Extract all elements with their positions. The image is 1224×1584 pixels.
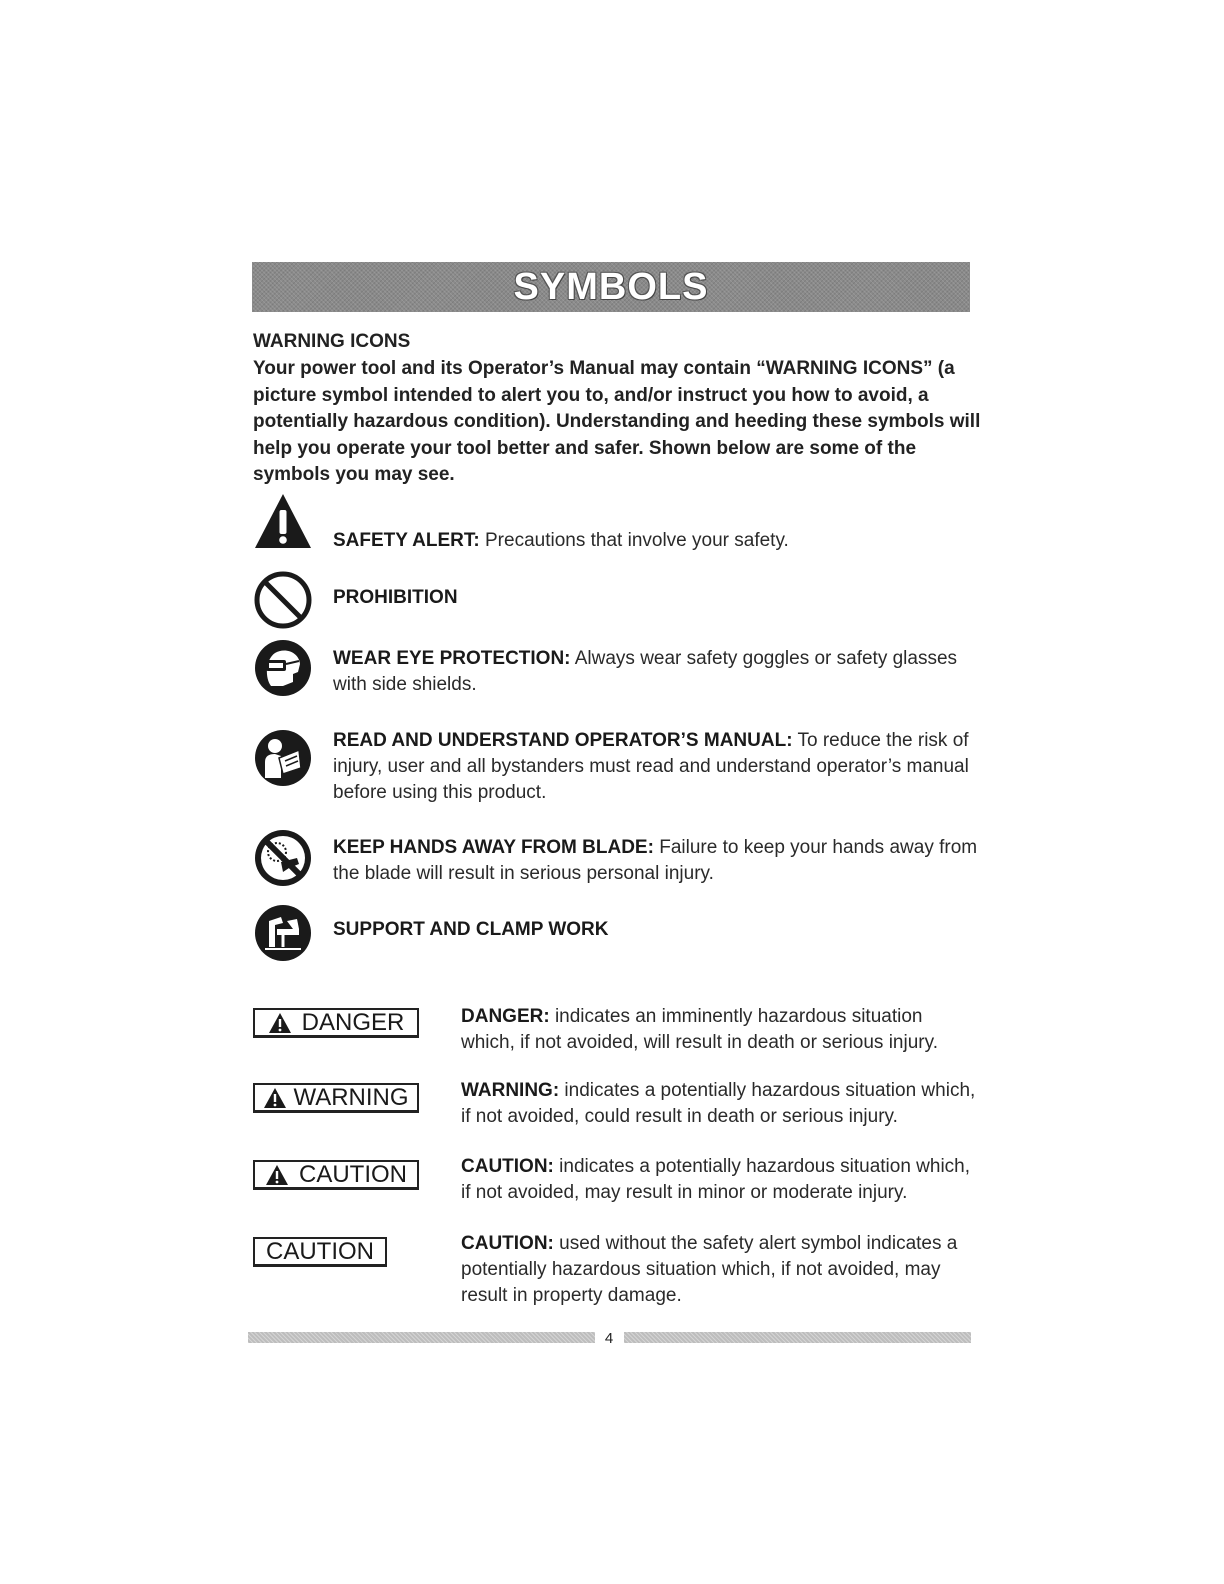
prohibition-icon (253, 570, 313, 630)
entry-text: Always wear safety goggles or safety glasses with side shields. (333, 648, 958, 695)
entry-text: To reduce the risk of injury, user and all bystanders must read and understand operator’s manual before using this product. (333, 730, 969, 803)
read-manual-icon (253, 728, 313, 788)
warning-signal-panel (253, 1083, 419, 1113)
warning-description (461, 1078, 981, 1130)
eye-protection-icon (253, 638, 313, 698)
intro-paragraph: Your power tool and its Operator’s Manual may contain “WARNING ICONS” (a picture symbol intended to alert you to, and/or instruct you how to avoid, a potentially hazardous condition). Understanding and heeding these symbols will help you operate your tool better and safer. Shown below are some of the symbols you may see. (253, 358, 981, 485)
safety-alert-icon (265, 1164, 289, 1186)
danger-description (461, 1004, 981, 1056)
safety-alert-icon (263, 1087, 287, 1109)
read-manual-entry (333, 728, 983, 806)
signal-text: indicates an imminently hazardous situation which, if not avoided, will result in death or serious injury. (461, 1006, 938, 1053)
safety-alert-entry (333, 528, 983, 554)
footer-bar-left (248, 1332, 595, 1343)
danger-signal-panel (253, 1008, 419, 1038)
entry-text: Failure to keep your hands away from the blade will result in serious personal injury. (333, 837, 978, 884)
entry-text: Precautions that involve your safety. (479, 530, 789, 551)
footer-bar-right (624, 1332, 971, 1343)
caution-signal-panel (253, 1160, 419, 1190)
symbols-banner (252, 262, 970, 312)
eye-protection-entry (333, 646, 983, 698)
signal-label: DANGER: (461, 1006, 550, 1027)
signal-label: CAUTION: (461, 1233, 554, 1254)
entry-label: SUPPORT AND CLAMP WORK (333, 919, 609, 940)
clamp-work-icon (253, 903, 313, 963)
entry-label: KEEP HANDS AWAY FROM BLADE: (333, 837, 654, 858)
signal-text: indicates a potentially hazardous situation which, if not avoided, may result in minor or moderate injury. (461, 1156, 971, 1203)
signal-text: used without the safety alert symbol indicates a potentially hazardous situation which, if not avoided, may result in property damage. (461, 1233, 958, 1306)
clamp-work-entry (333, 917, 983, 943)
signal-label: CAUTION: (461, 1156, 554, 1177)
signal-word: WARNING (293, 1083, 409, 1111)
signal-text: indicates a potentially hazardous situation which, if not avoided, could result in death or serious injury. (461, 1080, 976, 1127)
caution-no-symbol-panel (253, 1237, 387, 1267)
page-title: SYMBOLS (513, 265, 709, 308)
signal-word: CAUTION (266, 1237, 374, 1265)
prohibition-entry (333, 585, 983, 611)
signal-label: WARNING: (461, 1080, 560, 1101)
section-heading: WARNING ICONS (253, 331, 411, 352)
hands-away-icon (253, 828, 313, 888)
safety-alert-icon (268, 1012, 292, 1034)
hands-away-entry (333, 835, 983, 887)
entry-label: WEAR EYE PROTECTION: (333, 648, 571, 669)
caution-no-symbol-description (461, 1231, 981, 1309)
page-number: 4 (604, 1330, 614, 1347)
caution-description (461, 1154, 981, 1206)
safety-alert-icon (253, 492, 313, 550)
signal-word: CAUTION (299, 1160, 407, 1188)
entry-label: SAFETY ALERT: (333, 530, 480, 551)
entry-label: PROHIBITION (333, 587, 458, 608)
signal-word: DANGER (301, 1008, 405, 1036)
entry-label: READ AND UNDERSTAND OPERATOR’S MANUAL: (333, 730, 793, 751)
